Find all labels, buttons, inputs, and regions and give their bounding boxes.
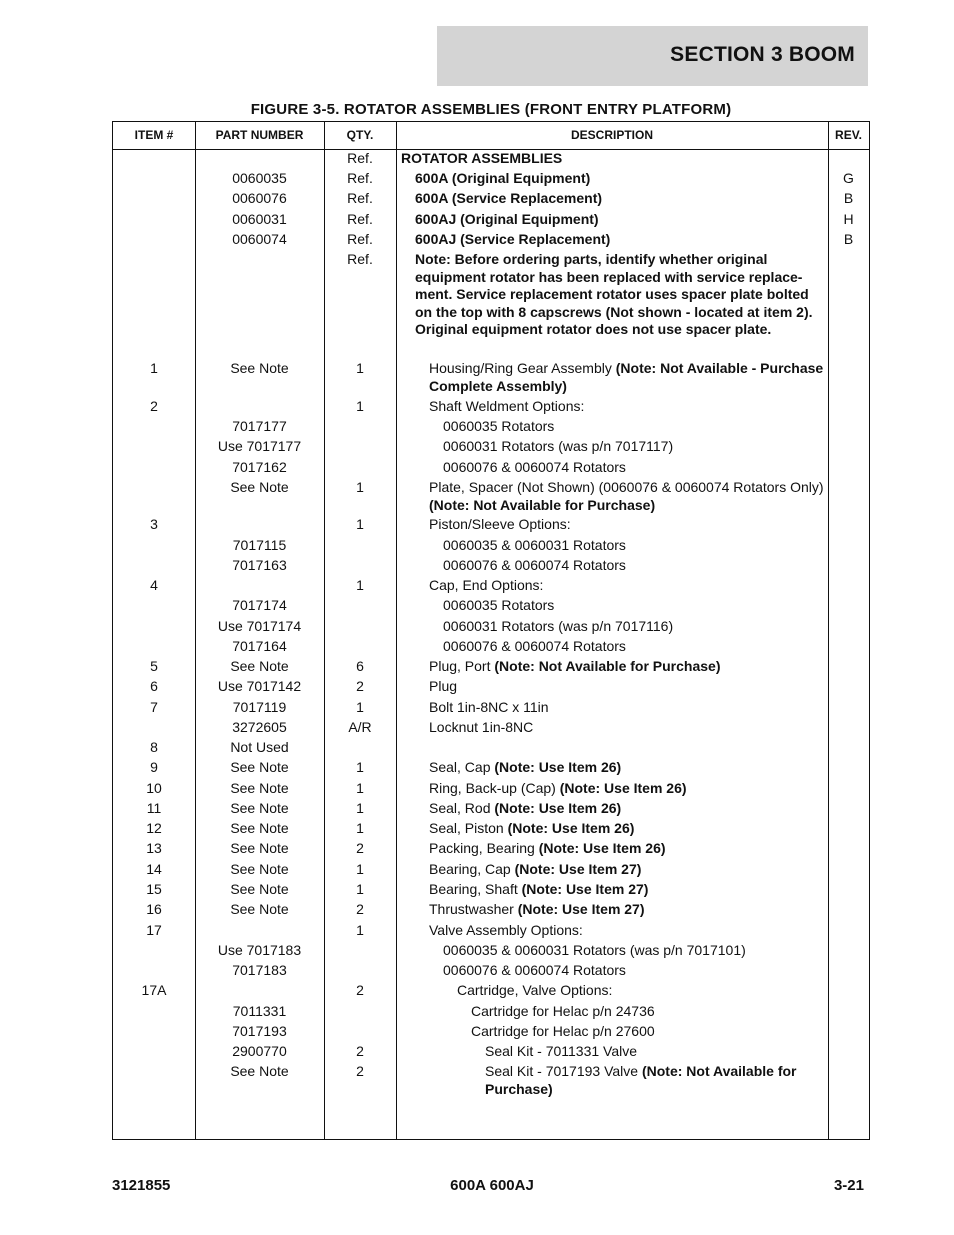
part-number: 7017163: [232, 557, 287, 573]
quantity: 2: [356, 840, 364, 856]
description-text: Seal, Cap: [429, 759, 495, 775]
description-note: (Note: Not Available - Purchase Complete Assembly): [429, 360, 824, 394]
description: [401, 800, 827, 818]
description-text: Cartridge, Valve Options:: [457, 982, 613, 998]
item-number: 11: [146, 800, 162, 816]
description: [401, 557, 827, 575]
description: [401, 516, 827, 534]
revision: B: [843, 231, 854, 247]
footer-page-number: 3-21: [833, 1177, 864, 1194]
quantity: 1: [356, 516, 364, 532]
part-number: 3272605: [232, 719, 287, 735]
quantity: 1: [356, 577, 364, 593]
description: [401, 251, 827, 339]
item-number: 1: [150, 360, 158, 376]
description-text: Cartridge for Helac p/n 24736: [471, 1003, 655, 1019]
item-number: 15: [146, 881, 162, 897]
part-number: Use 7017183: [217, 942, 302, 958]
column-divider: [396, 122, 397, 1139]
item-number: 4: [150, 577, 158, 593]
description-text: Seal, Rod: [429, 800, 495, 816]
description-text: Thrustwasher: [429, 901, 518, 917]
description-text: Cartridge for Helac p/n 27600: [471, 1023, 655, 1039]
description-note: (Note: Use Item 26): [559, 780, 687, 796]
description: [401, 360, 827, 395]
part-number: 7011331: [232, 1003, 287, 1019]
description-text: 0060076 & 0060074 Rotators: [443, 962, 626, 978]
description: [401, 719, 827, 737]
description-text: Plate, Spacer (Not Shown) (0060076 & 0060074 Rotators Only): [429, 479, 824, 495]
quantity: 1: [356, 759, 364, 775]
quantity: 2: [356, 1063, 364, 1079]
description: [401, 780, 827, 798]
description-note: (Note: Not Available for Purchase): [429, 496, 656, 513]
description: [401, 597, 827, 615]
part-number: 2900770: [232, 1043, 287, 1059]
description: [401, 190, 827, 208]
description: [401, 418, 827, 436]
description: [401, 881, 827, 899]
description: [401, 150, 827, 168]
header-description: DESCRIPTION: [570, 128, 653, 142]
description: [401, 982, 827, 1000]
description-text: Seal Kit - 7011331 Valve: [485, 1043, 638, 1059]
description-text: 0060076 & 0060074 Rotators: [443, 557, 626, 573]
description-text: Locknut 1in-8NC: [429, 719, 534, 735]
description: [401, 577, 827, 595]
quantity: 1: [356, 479, 364, 495]
description-text: 0060035 Rotators: [443, 418, 555, 434]
part-number: See Note: [230, 360, 289, 376]
part-number: See Note: [230, 901, 289, 917]
quantity: Ref.: [347, 190, 373, 206]
description: [401, 638, 827, 656]
part-number: 0060074: [232, 231, 287, 247]
revision: G: [843, 170, 854, 186]
description: [401, 170, 827, 188]
description: [401, 840, 827, 858]
part-number: 7017115: [232, 537, 287, 553]
part-number: See Note: [230, 759, 289, 775]
part-number: 7017193: [232, 1023, 287, 1039]
part-number: Use 7017174: [217, 618, 302, 634]
description: [401, 537, 827, 555]
part-number: 0060031: [232, 211, 287, 227]
description: [401, 699, 827, 717]
part-number: Not Used: [230, 739, 289, 755]
description: [401, 618, 827, 636]
description: [401, 922, 827, 940]
quantity: 6: [356, 658, 364, 674]
description-note: (Note: Not Available for Purchase): [494, 658, 721, 674]
description-text: 0060031 Rotators (was p/n 7017117): [443, 438, 674, 454]
section-title: SECTION 3 BOOM: [670, 43, 855, 66]
description-note: Note: Before ordering parts, identify whether original equipment rotator has been replaced with service replace-ment. Service replacement rotator uses spacer plate bolted on the top with 8 capscrews (Not shown - located at item 2). Original equipment rotator does not use spacer plate.: [415, 251, 813, 337]
description: [401, 479, 827, 514]
item-number: 2: [150, 398, 158, 414]
item-number: 8: [150, 739, 158, 755]
description-note: 600AJ (Service Replacement): [415, 231, 611, 247]
revision: H: [843, 211, 854, 227]
description-text: Cap, End Options:: [429, 577, 544, 593]
item-number: 10: [146, 780, 162, 796]
description: [401, 1063, 827, 1098]
quantity: 2: [356, 1043, 364, 1059]
part-number: 7017177: [232, 418, 287, 434]
part-number: Use 7017177: [217, 438, 302, 454]
description-text: Ring, Back-up (Cap): [429, 780, 560, 796]
quantity: 1: [356, 922, 364, 938]
description-text: Seal Kit - 7017193 Valve: [485, 1063, 642, 1079]
quantity: 2: [356, 982, 364, 998]
quantity: Ref.: [347, 211, 373, 227]
description-note: (Note: Not Available for Purchase): [485, 1063, 797, 1097]
quantity: 1: [356, 820, 364, 836]
description-note: ROTATOR ASSEMBLIES: [401, 150, 563, 166]
quantity: 2: [356, 901, 364, 917]
figure-title: FIGURE 3-5. ROTATOR ASSEMBLIES (FRONT ENTRY PLATFORM): [250, 101, 732, 118]
part-number: See Note: [230, 800, 289, 816]
description-text: 0060035 Rotators: [443, 597, 555, 613]
item-number: 5: [150, 658, 158, 674]
header-part-number: PART NUMBER: [215, 128, 304, 142]
quantity: A/R: [348, 719, 372, 735]
description: [401, 459, 827, 477]
description-text: Piston/Sleeve Options:: [429, 516, 571, 532]
description-text: Housing/Ring Gear Assembly: [429, 360, 616, 376]
part-number: See Note: [230, 861, 289, 877]
part-number: 7017183: [232, 962, 287, 978]
quantity: 1: [356, 780, 364, 796]
description: [401, 942, 827, 960]
description-note: (Note: Use Item 26): [494, 759, 622, 775]
description: [401, 678, 827, 696]
part-number: See Note: [230, 820, 289, 836]
part-number: See Note: [230, 840, 289, 856]
part-number: 0060035: [232, 170, 287, 186]
quantity: Ref.: [347, 150, 373, 166]
part-number: See Note: [230, 1063, 289, 1079]
item-number: 13: [146, 840, 162, 856]
section-header: [437, 26, 868, 86]
description: [401, 901, 827, 919]
header-qty: QTY.: [346, 128, 374, 142]
description-text: Bolt 1in-8NC x 11in: [429, 699, 549, 715]
part-number: See Note: [230, 780, 289, 796]
description: [401, 438, 827, 456]
description-text: Valve Assembly Options:: [429, 922, 583, 938]
quantity: Ref.: [347, 170, 373, 186]
description-text: 0060076 & 0060074 Rotators: [443, 638, 626, 654]
part-number: See Note: [230, 658, 289, 674]
part-number: 0060076: [232, 190, 287, 206]
item-number: 3: [150, 516, 158, 532]
description: [401, 658, 827, 676]
item-number: 17A: [141, 982, 167, 998]
description-note: (Note: Use Item 27): [514, 861, 642, 877]
description: [401, 1003, 827, 1021]
description-text: 0060035 & 0060031 Rotators (was p/n 7017101): [443, 942, 746, 958]
header-rev: REV.: [835, 128, 862, 142]
description-text: 0060076 & 0060074 Rotators: [443, 459, 626, 475]
item-number: 17: [146, 922, 162, 938]
item-number: 7: [150, 699, 158, 715]
description: [401, 962, 827, 980]
description: [401, 1023, 827, 1041]
part-number: 7017119: [232, 699, 287, 715]
revision: B: [843, 190, 854, 206]
description-text: Bearing, Cap: [429, 861, 515, 877]
item-number: 14: [146, 861, 162, 877]
part-number: See Note: [230, 479, 289, 495]
description-note: (Note: Use Item 26): [494, 800, 622, 816]
description: [401, 1043, 827, 1061]
description: [401, 759, 827, 777]
quantity: 1: [356, 861, 364, 877]
description: [401, 211, 827, 229]
description: [401, 861, 827, 879]
quantity: 1: [356, 398, 364, 414]
description-text: 0060035 & 0060031 Rotators: [443, 537, 626, 553]
quantity: 1: [356, 699, 364, 715]
description-note: (Note: Use Item 26): [507, 820, 635, 836]
description-text: Plug: [429, 678, 458, 694]
header-item: ITEM #: [134, 128, 174, 142]
part-number: 7017174: [232, 597, 287, 613]
description: [401, 820, 827, 838]
item-number: 6: [150, 678, 158, 694]
description-text: Bearing, Shaft: [429, 881, 522, 897]
part-number: 7017164: [232, 638, 287, 654]
description-note: 600A (Original Equipment): [415, 170, 591, 186]
description-text: Seal, Piston: [429, 820, 508, 836]
description-text: Plug, Port: [429, 658, 495, 674]
item-number: 9: [150, 759, 158, 775]
quantity: 2: [356, 678, 364, 694]
description: [401, 398, 827, 416]
description-note: 600A (Service Replacement): [415, 190, 603, 206]
quantity: 1: [356, 360, 364, 376]
description-note: (Note: Use Item 26): [538, 840, 666, 856]
quantity: 1: [356, 800, 364, 816]
description-text: 0060031 Rotators (was p/n 7017116): [443, 618, 674, 634]
description-text: Shaft Weldment Options:: [429, 398, 585, 414]
item-number: 16: [146, 901, 162, 917]
footer-document-number: 3121855: [112, 1177, 171, 1194]
description-note: 600AJ (Original Equipment): [415, 211, 599, 227]
description-note: (Note: Use Item 27): [517, 901, 645, 917]
part-number: See Note: [230, 881, 289, 897]
part-number: Use 7017142: [217, 678, 302, 694]
parts-table: [112, 121, 870, 1140]
item-number: 12: [146, 820, 162, 836]
quantity: Ref.: [347, 231, 373, 247]
quantity: Ref.: [347, 251, 373, 267]
description-text: Packing, Bearing: [429, 840, 539, 856]
part-number: 7017162: [232, 459, 287, 475]
description-note: (Note: Use Item 27): [521, 881, 649, 897]
column-divider: [828, 122, 829, 1139]
quantity: 1: [356, 881, 364, 897]
description: [401, 231, 827, 249]
footer-models: 600A 600AJ: [450, 1177, 534, 1194]
